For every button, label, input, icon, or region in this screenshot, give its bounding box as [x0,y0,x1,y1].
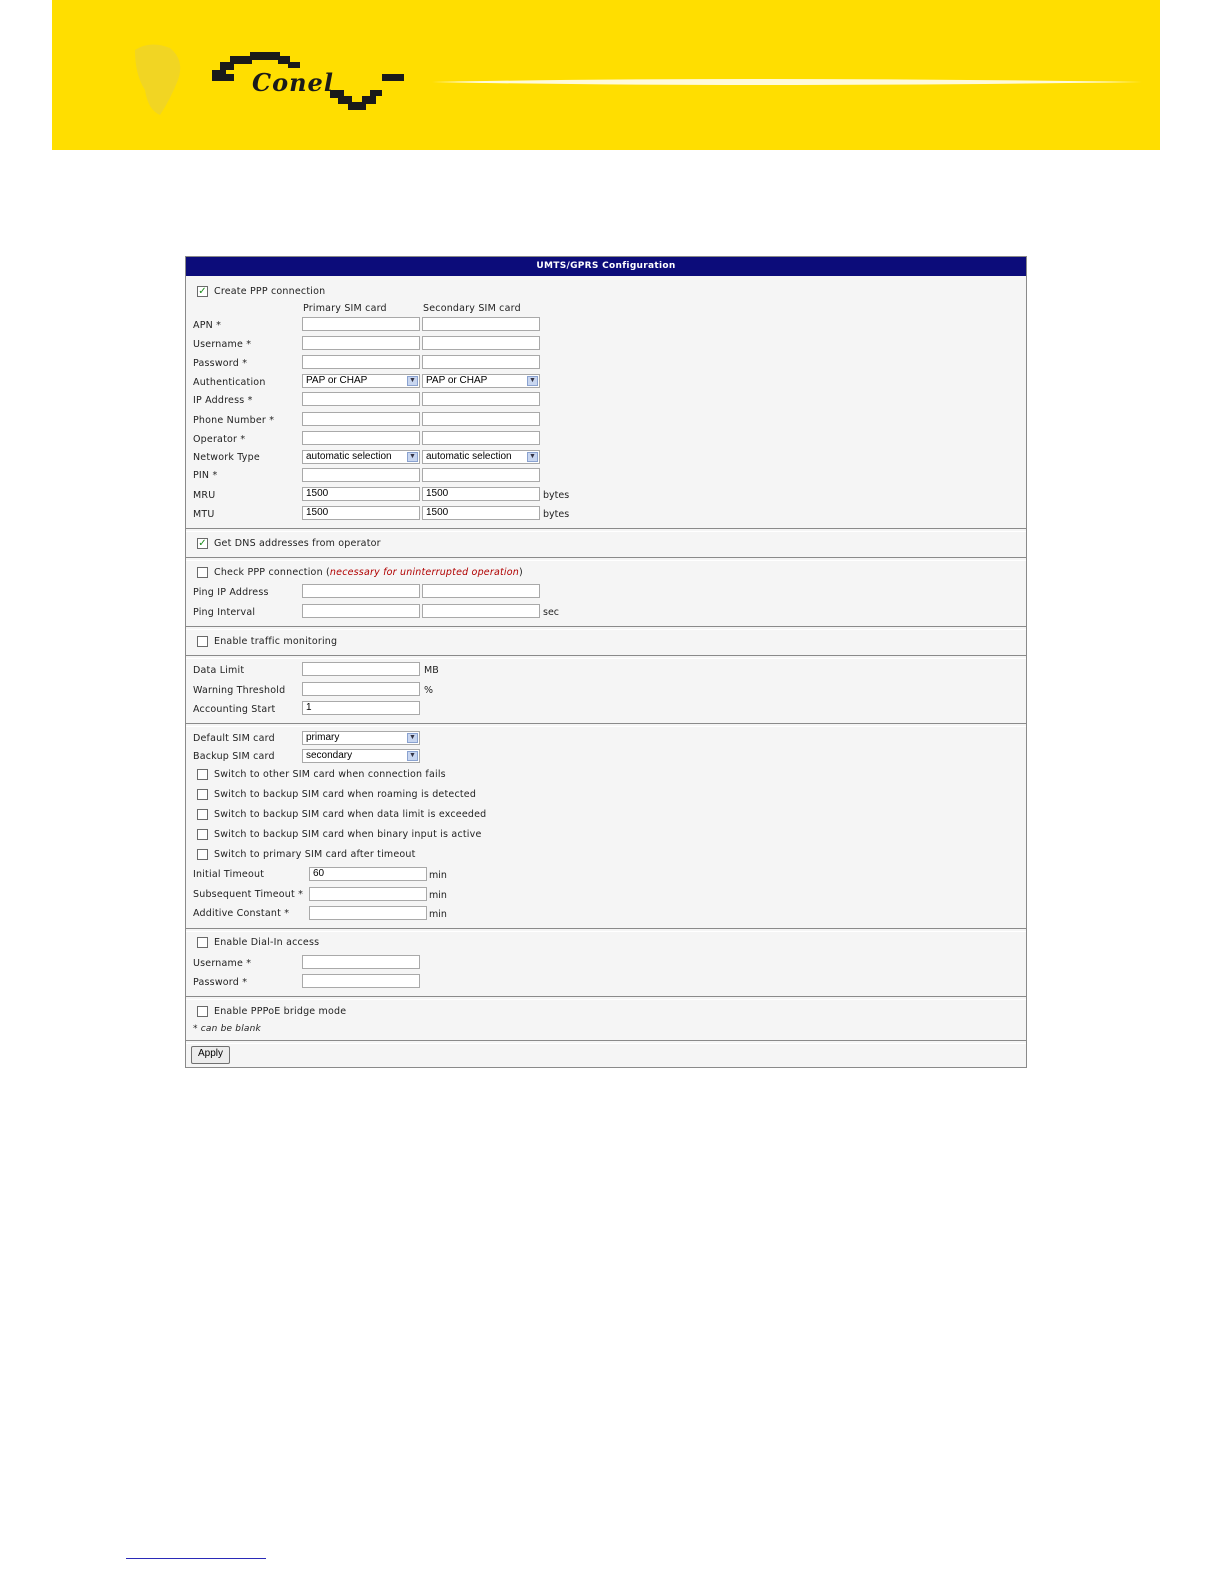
username-label: Username * [193,339,252,350]
backup-sim-select[interactable] [302,749,420,763]
traffic-label: Enable traffic monitoring [214,636,338,647]
data-limit-input[interactable] [302,662,420,676]
data-limit-label: Data Limit [193,665,245,676]
auth-primary-value: PAP or CHAP [306,375,368,386]
authentication-label: Authentication [193,377,266,388]
network-secondary-value: automatic selection [426,451,512,462]
apn-secondary-input[interactable] [422,317,540,331]
mtu-unit: bytes [543,509,570,520]
additive-constant-input[interactable] [309,906,427,920]
password-secondary-input[interactable] [422,355,540,369]
ping-ip-label: Ping IP Address [193,587,269,598]
ip-secondary-input[interactable] [422,392,540,406]
mtu-label: MTU [193,509,215,520]
initial-timeout-input[interactable]: 60 [309,867,427,881]
username-secondary-input[interactable] [422,336,540,350]
switch-option-label: Switch to backup SIM card when roaming is detected [214,789,477,800]
password-primary-input[interactable] [302,355,420,369]
umts-config-panel [185,256,1027,1068]
chevron-down-icon: ▼ [527,452,538,462]
mru-label: MRU [193,490,216,501]
footer-link-underline [126,1558,266,1559]
additive-constant-label: Additive Constant * [193,908,290,919]
chevron-down-icon: ▼ [407,376,418,386]
warning-threshold-input[interactable] [302,682,420,696]
subsequent-timeout-input[interactable] [309,887,427,901]
ip-primary-input[interactable] [302,392,420,406]
dialin-password-label: Password * [193,977,248,988]
default-sim-label: Default SIM card [193,733,275,744]
auth-secondary-value: PAP or CHAP [426,375,488,386]
divider [186,928,1026,932]
switch-option-label: Switch to backup SIM card when data limit is exceeded [214,809,487,820]
network-secondary-select[interactable] [422,450,540,464]
traffic-checkbox[interactable] [197,636,208,647]
logo-text: Conel [252,68,334,97]
check-ppp-label: Check PPP connection (necessary for uninterrupted operation) [214,567,523,578]
auth-secondary-select[interactable] [422,374,540,388]
apply-button[interactable]: Apply [191,1046,230,1064]
data-limit-unit: MB [424,665,439,676]
password-label: Password * [193,358,248,369]
header-banner [52,0,1160,150]
switch-option-label: Switch to other SIM card when connection fails [214,769,446,780]
pppoe-checkbox[interactable] [197,1006,208,1017]
primary-col-header: Primary SIM card [303,303,387,314]
network-type-label: Network Type [193,452,260,463]
default-sim-select[interactable] [302,731,420,745]
subsequent-timeout-label: Subsequent Timeout * [193,889,304,900]
dialin-username-label: Username * [193,958,252,969]
mru-primary-input[interactable]: 1500 [302,487,420,501]
divider [186,626,1026,630]
switch-option-checkbox[interactable] [197,769,208,780]
ping-ip-secondary-input[interactable] [422,584,540,598]
create-ppp-label: Create PPP connection [214,286,326,297]
ping-interval-label: Ping Interval [193,607,256,618]
additive-constant-unit: min [429,909,447,920]
phone-secondary-input[interactable] [422,412,540,426]
dialin-username-input[interactable] [302,955,420,969]
panel-title: UMTS/GPRS Configuration [186,257,1026,276]
blank-note: * can be blank [193,1024,261,1034]
switch-option-checkbox[interactable] [197,829,208,840]
network-primary-value: automatic selection [306,451,392,462]
divider [186,528,1026,532]
warning-threshold-unit: % [424,685,434,696]
pppoe-label: Enable PPPoE bridge mode [214,1006,347,1017]
backup-sim-value: secondary [306,750,353,761]
dns-checkbox[interactable]: ✓ [198,538,207,549]
operator-secondary-input[interactable] [422,431,540,445]
auth-primary-select[interactable] [302,374,420,388]
pin-primary-input[interactable] [302,468,420,482]
switch-option-label: Switch to backup SIM card when binary input is active [214,829,482,840]
backup-sim-label: Backup SIM card [193,751,275,762]
operator-label: Operator * [193,434,246,445]
warning-threshold-label: Warning Threshold [193,685,286,696]
subsequent-timeout-unit: min [429,890,447,901]
accounting-start-input[interactable]: 1 [302,701,420,715]
pin-label: PIN * [193,470,218,481]
operator-primary-input[interactable] [302,431,420,445]
divider [186,655,1026,659]
divider [186,996,1026,1000]
mtu-secondary-input[interactable]: 1500 [422,506,540,520]
swoosh-decoration [432,72,1152,92]
initial-timeout-unit: min [429,870,447,881]
dns-label: Get DNS addresses from operator [214,538,381,549]
ping-interval-primary-input[interactable] [302,604,420,618]
pin-secondary-input[interactable] [422,468,540,482]
username-primary-input[interactable] [302,336,420,350]
phone-primary-input[interactable] [302,412,420,426]
dialin-password-input[interactable] [302,974,420,988]
chevron-down-icon: ▼ [407,751,418,761]
apn-label: APN * [193,320,222,331]
conel-logo [130,40,430,130]
create-ppp-checkbox[interactable]: ✓ [198,286,207,297]
default-sim-value: primary [306,732,340,743]
dialin-label: Enable Dial-In access [214,937,320,948]
ip-address-label: IP Address * [193,395,253,406]
ping-interval-unit: sec [543,607,560,618]
ping-ip-primary-input[interactable] [302,584,420,598]
mtu-primary-input[interactable]: 1500 [302,506,420,520]
phone-number-label: Phone Number * [193,415,275,426]
divider [186,1040,1026,1044]
switch-option-checkbox[interactable] [197,809,208,820]
chevron-down-icon: ▼ [407,733,418,743]
chevron-down-icon: ▼ [407,452,418,462]
switch-option-checkbox[interactable] [197,849,208,860]
divider [186,557,1026,561]
ping-interval-secondary-input[interactable] [422,604,540,618]
secondary-col-header: Secondary SIM card [423,303,521,314]
chevron-down-icon: ▼ [527,376,538,386]
mru-secondary-input[interactable]: 1500 [422,487,540,501]
apn-primary-input[interactable] [302,317,420,331]
dialin-checkbox[interactable] [197,937,208,948]
check-ppp-note: necessary for uninterrupted operation [329,567,519,578]
divider [186,723,1026,727]
initial-timeout-label: Initial Timeout [193,869,265,880]
network-primary-select[interactable] [302,450,420,464]
check-ppp-checkbox[interactable] [197,567,208,578]
switch-option-label: Switch to primary SIM card after timeout [214,849,416,860]
switch-option-checkbox[interactable] [197,789,208,800]
accounting-start-label: Accounting Start [193,704,276,715]
mru-unit: bytes [543,490,570,501]
